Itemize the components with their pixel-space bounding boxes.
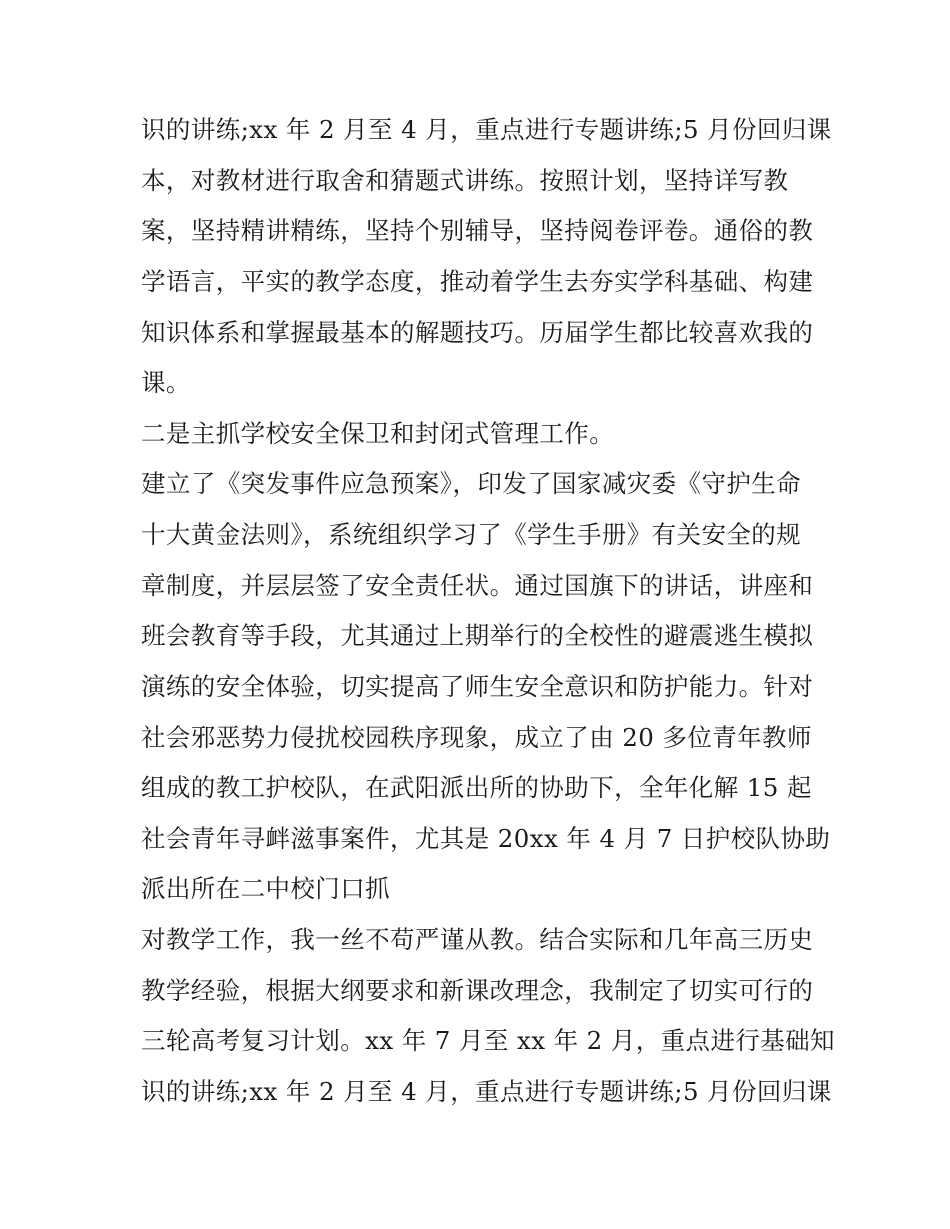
text-line: 班会教育等手段，尤其通过上期举行的全校性的避震逃生模拟 — [141, 621, 814, 650]
text-line: 组成的教工护校队，在武阳派出所的协助下，全年化解 15 起 — [141, 773, 812, 802]
text-line: 学语言，平实的教学态度，推动着学生去夯实学科基础、构建 — [141, 267, 814, 296]
text-line: 识的讲练;xx 年 2 月至 4 月，重点进行专题讲练;5 月份回归课 — [141, 1077, 832, 1106]
text-line: 教学经验，根据大纲要求和新课改理念，我制定了切实可行的 — [141, 976, 814, 1005]
text-line: 派出所在二中校门口抓 — [141, 874, 390, 903]
text-line: 社会青年寻衅滋事案件，尤其是 20xx 年 4 月 7 日护校队协助 — [141, 824, 831, 853]
text-line: 社会邪恶势力侵扰校园秩序现象，成立了由 20 多位青年教师 — [141, 723, 812, 752]
section-heading: 二是主抓学校安全保卫和封闭式管理工作。 — [141, 419, 615, 448]
text-line: 识的讲练;xx 年 2 月至 4 月，重点进行专题讲练;5 月份回归课 — [141, 115, 832, 144]
text-line: 建立了《突发事件应急预案》，印发了国家减灾委《守护生命 — [141, 469, 802, 498]
text-line: 十大黄金法则》，系统组织学习了《学生手册》有关安全的规 — [141, 520, 802, 549]
text-line: 本，对教材进行取舍和猜题式讲练。按照计划，坚持详写教 — [141, 166, 789, 195]
text-line: 三轮高考复习计划。xx 年 7 月至 xx 年 2 月，重点进行基础知 — [141, 1026, 835, 1055]
text-line: 演练的安全体验，切实提高了师生安全意识和防护能力。针对 — [141, 672, 814, 701]
text-line: 知识体系和掌握最基本的解题技巧。历届学生都比较喜欢我的 — [141, 318, 814, 347]
text-line: 章制度，并层层签了安全责任状。通过国旗下的讲话，讲座和 — [141, 571, 814, 600]
text-line: 对教学工作，我一丝不苟严谨从教。结合实际和几年高三历史 — [141, 925, 814, 954]
text-line: 课。 — [141, 368, 191, 397]
text-line: 案，坚持精讲精练，坚持个别辅导，坚持阅卷评卷。通俗的教 — [141, 216, 814, 245]
